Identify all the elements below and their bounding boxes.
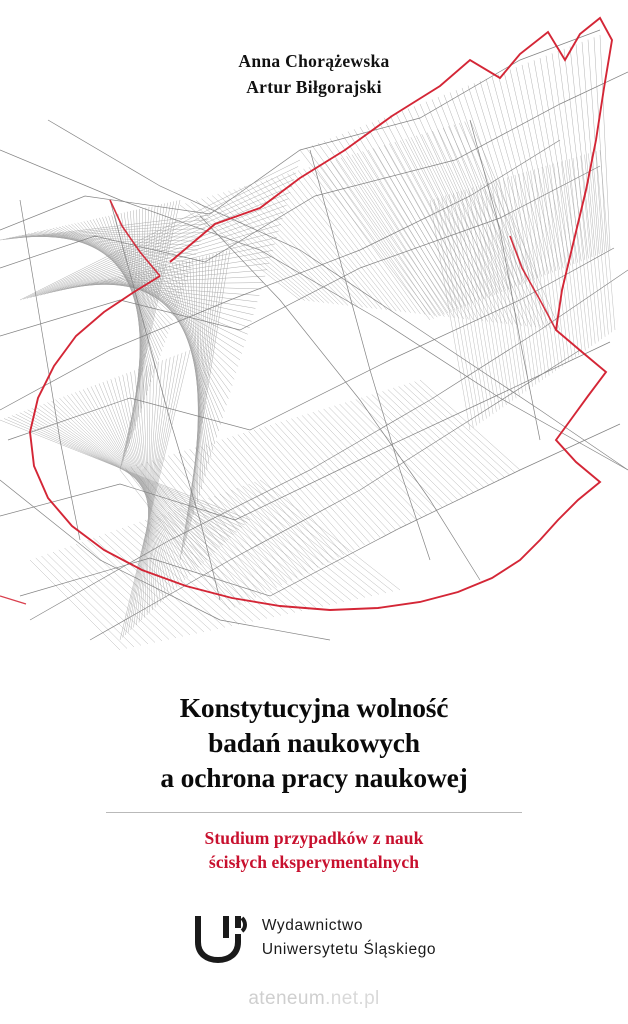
title-line-1: Konstytucyjna wolność: [179, 692, 449, 723]
title-line-3: a ochrona pracy naukowej: [160, 762, 468, 794]
title-line-2: badań naukowych: [208, 727, 420, 759]
publisher-line-2: Uniwersytetu Śląskiego: [261, 941, 437, 958]
subtitle-line-1: Studium przypadków z nauk: [204, 827, 424, 848]
watermark-suffix: .net.pl: [325, 988, 380, 1009]
publisher-line-1: Wydawnictwo: [261, 917, 364, 935]
authors-block: [0, 48, 628, 101]
title-divider: [106, 812, 522, 813]
title-block: [0, 690, 628, 875]
publisher-block: [0, 912, 628, 964]
author-name-1: Anna Chorążewska: [238, 51, 390, 71]
author-name-2: Artur Biłgorajski: [246, 77, 382, 98]
university-press-logo-icon: [192, 912, 250, 964]
subtitle-line-2: ścisłych eksperymentalnych: [208, 852, 420, 873]
page-title: [0, 690, 628, 796]
subtitle: [0, 826, 628, 876]
watermark: [0, 988, 628, 1010]
publisher-name: [262, 914, 436, 961]
watermark-main: ateneum: [248, 988, 326, 1009]
